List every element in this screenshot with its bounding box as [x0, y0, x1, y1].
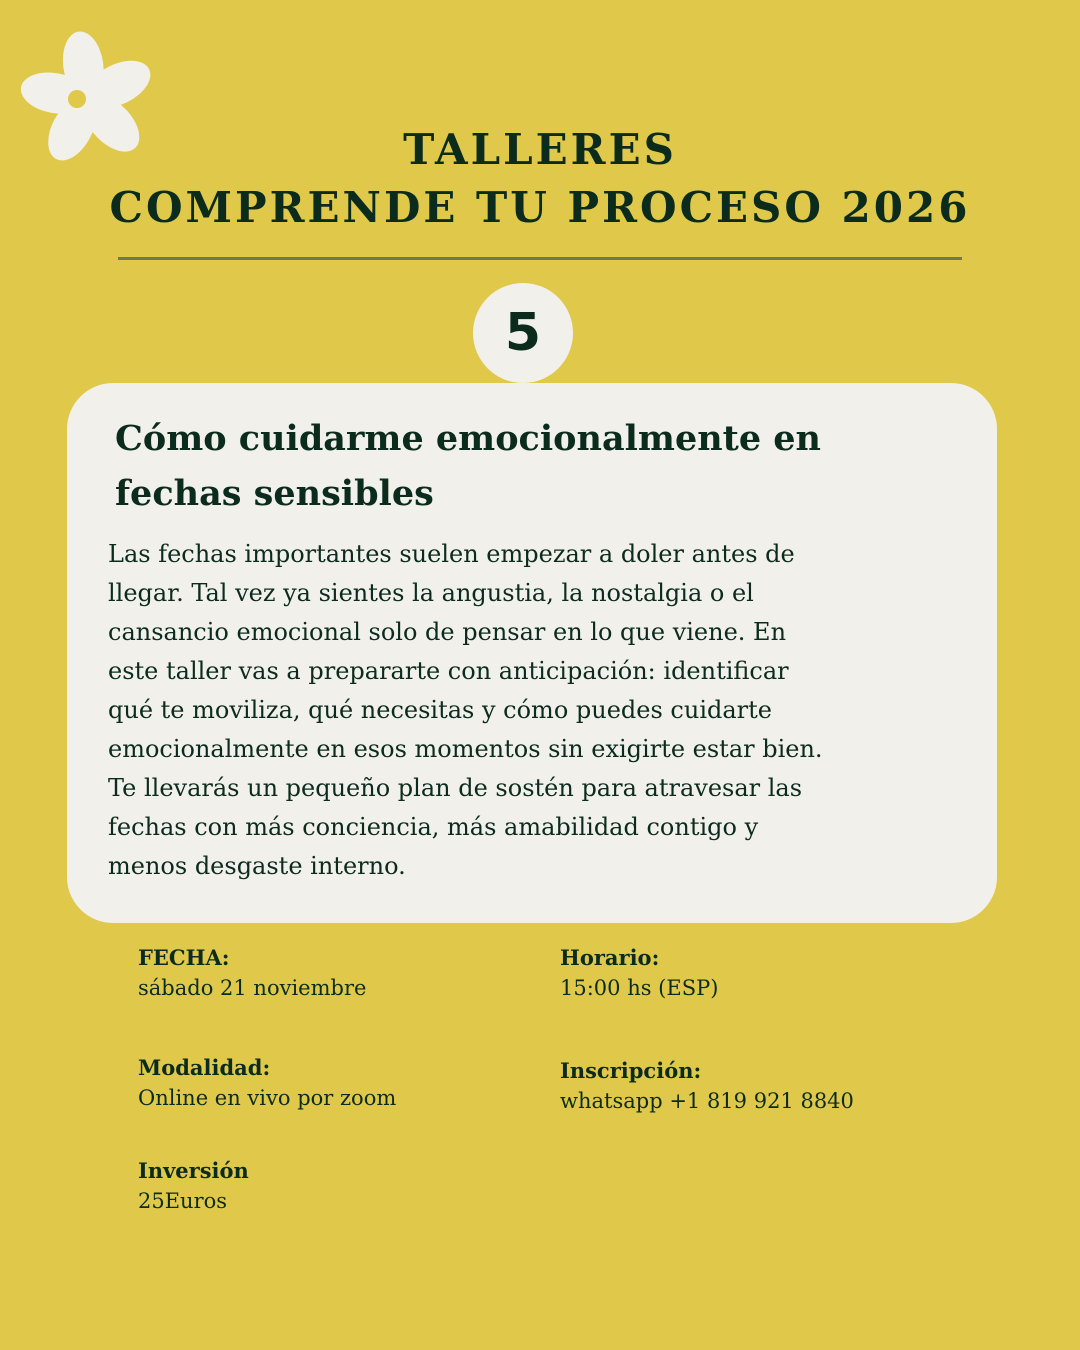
title-line: Cómo cuidarme emocionalmente en [115, 418, 821, 459]
description-line: emocionalmente en esos momentos sin exigirte estar bien. [108, 735, 823, 763]
detail-label: Modalidad: [138, 1055, 271, 1080]
description-line: qué te moviliza, qué necesitas y cómo puedes cuidarte [108, 696, 772, 724]
detail-value: whatsapp +1 819 921 8840 [560, 1089, 854, 1113]
workshop-description [108, 535, 823, 886]
description-line: este taller vas a prepararte con anticipación: identificar [108, 657, 789, 685]
detail-inversion [138, 1156, 249, 1216]
detail-value: sábado 21 noviembre [138, 976, 367, 1000]
title-line: fechas sensibles [115, 473, 434, 514]
description-line: Las fechas importantes suelen empezar a doler antes de [108, 540, 795, 568]
detail-value: Online en vivo por zoom [138, 1086, 397, 1110]
detail-label: Inversión [138, 1158, 249, 1183]
detail-inscripcion [560, 1056, 854, 1116]
detail-horario [560, 943, 718, 1003]
header-subtitle: COMPRENDE TU PROCESO 2026 [109, 183, 971, 232]
detail-value: 15:00 hs (ESP) [560, 976, 719, 1000]
description-line: cansancio emocional solo de pensar en lo que viene. En [108, 618, 787, 646]
detail-label: Inscripción: [560, 1058, 702, 1083]
description-line: llegar. Tal vez ya sientes la angustia, la nostalgia o el [108, 579, 754, 607]
detail-fecha [138, 943, 366, 1003]
description-line: fechas con más conciencia, más amabilidad contigo y [108, 813, 759, 841]
description-line: Te llevarás un pequeño plan de sostén para atravesar las [108, 774, 803, 802]
description-line: menos desgaste interno. [108, 852, 406, 880]
workshop-title [115, 411, 821, 521]
detail-label: FECHA: [138, 945, 230, 970]
workshop-number-badge: 5 [473, 283, 573, 383]
header-divider [118, 257, 962, 260]
detail-modalidad [138, 1053, 396, 1113]
workshop-card [67, 383, 997, 923]
detail-value: 25Euros [138, 1189, 228, 1213]
header-title: TALLERES [403, 125, 677, 174]
detail-label: Horario: [560, 945, 660, 970]
